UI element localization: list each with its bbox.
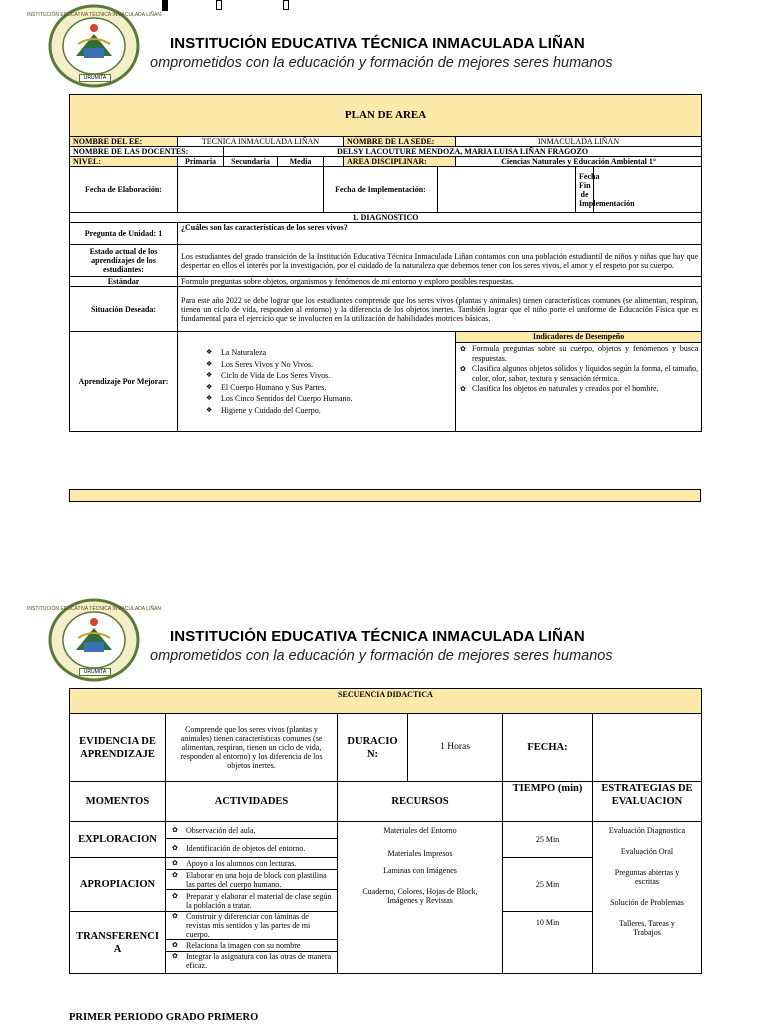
fecha-implementacion-label: Fecha de Implementación:: [324, 167, 438, 213]
plan-title: PLAN DE AREA: [70, 95, 702, 137]
estrategia-item: Talleres, Tareas y Trabajos: [619, 919, 675, 937]
recursos-cell: [338, 822, 503, 974]
estrategia-item: Evaluación Oral: [620, 847, 674, 856]
logo-ring-text: INSTITUCIÓN EDUCATIVA TÉCNICA INMACULADA LIÑAN: [27, 12, 161, 18]
estrategias-cell: [593, 822, 702, 974]
estrategias-header: ESTRATEGIAS DE EVALUACION: [593, 782, 702, 822]
top-glyphs: [0, 0, 300, 12]
momento-apropiacion: APROPIACION: [70, 858, 166, 912]
fecha-fin-label: Fecha Fin de Implementación: [576, 167, 594, 213]
institution-motto: omprometidos con la educación y formación de mejores seres humanos: [150, 55, 613, 71]
school-logo: [27, 598, 161, 682]
duracion-value: 1 Horas: [408, 714, 503, 782]
actividad-item: ✿ Preparar y elaborar el material de clase según la población a tratar.: [166, 890, 338, 912]
list-item: ❖ Higiene y Cuidado del Cuerpo.: [221, 405, 452, 417]
plan-de-area-table: [69, 94, 702, 432]
institution-motto: omprometidos con la educación y formación de mejores seres humanos: [150, 648, 613, 664]
nombre-ee-label: NOMBRE DEL EE:: [70, 137, 178, 147]
area-value: Ciencias Naturales y Educación Ambiental 1°: [456, 157, 702, 167]
actividad-item: ✿ Identificación de objetos del entorno.: [166, 839, 338, 858]
secuencia-didactica-table: [69, 688, 702, 974]
logo-bottom-label: URUMITA: [79, 668, 111, 676]
recurso-item: Materiales del Entorno: [383, 826, 457, 835]
institution-title: INSTITUCIÓN EDUCATIVA TÉCNICA INMACULADA LIÑAN: [170, 628, 585, 645]
yellow-bar: [69, 489, 701, 502]
estrategia-item: Evaluación Diagnostica: [608, 826, 686, 835]
temas-cell: [178, 332, 456, 432]
nivel-secundaria: Secundaria: [224, 157, 278, 167]
nombre-ee-value: TECNICA INMACULADA LIÑAN: [178, 137, 344, 147]
list-item: ❖ Los Seres Vivos y No Vivos.: [221, 359, 452, 371]
pregunta-label: Pregunta de Unidad: 1: [70, 223, 178, 245]
list-item: ❖ La Naturaleza: [221, 347, 452, 359]
glyph-box: [216, 0, 222, 10]
actividad-item: ✿ Apoyo a los alumnos con lecturas.: [166, 858, 338, 870]
indicadores-title: Indicadores de Desempeño: [456, 332, 701, 343]
estado-value: Los estudiantes del grado transición de la Institución Educativa Técnica Inmaculada Liñan contamos con una población estudiantil de niños y niñas que hay que despertar en ellos el interés por la investigación, por el cuidado de la naturaleza que debemos tener con los seres vivos, el amor y el respeto por su cuerpo.: [178, 245, 702, 277]
temas-list: [181, 347, 452, 416]
footer-periodo: PRIMER PERIODO GRADO PRIMERO: [69, 1012, 259, 1023]
tiempo-exploracion: 25 Min: [503, 822, 593, 858]
logo-bottom-label: URUMITA: [79, 74, 111, 82]
secuencia-title: SECUENCIA DIDACTICA: [70, 689, 702, 714]
fecha-value: [593, 714, 702, 782]
nivel-label: NIVEL:: [70, 157, 178, 167]
momentos-header: MOMENTOS: [70, 782, 166, 822]
aprendizaje-label: Aprendizaje Por Mejorar:: [70, 332, 178, 432]
actividades-header: ACTIVIDADES: [166, 782, 338, 822]
logo-ring-text: INSTITUCIÓN EDUCATIVA TÉCNICA INMACULADA LIÑAN: [27, 606, 161, 612]
momento-exploracion: EXPLORACION: [70, 822, 166, 858]
nombre-sede-label: NOMBRE DE LA SEDE:: [344, 137, 456, 147]
school-logo: [27, 4, 161, 88]
tiempo-apropiacion: 25 Min: [503, 858, 593, 912]
glyph-mark: [162, 0, 168, 11]
area-label: AREA DISCIPLINAR:: [344, 157, 456, 167]
docentes-value: DELSY LACOUTURE MENDOZA, MARIA LUISA LIÑAN FRAGOZO: [224, 147, 702, 157]
nivel-primaria: Primaria: [178, 157, 224, 167]
recurso-item: Materiales Impresos: [387, 849, 453, 858]
list-item: ✿ Formula preguntas sobre su cuerpo, objetos y fenómenos y busca respuestas.: [472, 344, 698, 364]
fecha-implementacion-value: [438, 167, 576, 213]
estrategia-item: Preguntas abiertas y escritas: [614, 868, 680, 886]
fecha-elaboracion-label: Fecha de Elaboración:: [70, 167, 178, 213]
docentes-label: NOMBRE DE LAS DOCENTES:: [70, 147, 224, 157]
actividad-item: ✿ Elaborar en una hoja de block con plastilina las partes del cuerpo humano.: [166, 870, 338, 890]
institution-title: INSTITUCIÓN EDUCATIVA TÉCNICA INMACULADA LIÑAN: [170, 35, 585, 52]
glyph-box: [283, 0, 289, 10]
fecha-label: FECHA:: [503, 714, 593, 782]
nombre-sede-value: INMACULADA LIÑAN: [456, 137, 702, 147]
nivel-blank: [324, 157, 344, 167]
diagnostico-heading: 1. DIAGNOSTICO: [70, 213, 702, 223]
actividad-item: ✿ Integrar la asignatura con las otras de manera eficaz.: [166, 952, 338, 974]
list-item: ❖ El Cuerpo Humano y Sus Partes.: [221, 382, 452, 394]
situacion-value: Para este año 2022 se debe lograr que los estudiantes comprende que los seres vivos (plantas y animales) tienen características comunes (se alimentan, respiran, tienen un ciclo de vida, responden al entorno) y la diferencia de los objetos inertes. También lograr que el niño porte el uniforme de Educación Física que es fundamental para el ejercicio que se involucren en la utilización de habilidades motrices básicas.: [178, 287, 702, 332]
list-item: ✿ Clasifica algunos objetos sólidos y líquidos según la forma, el tamaño, color, olor, sabor, textura y sensación térmica.: [472, 364, 698, 384]
list-item: ✿ Clasifica los objetos en naturales y creados por el hombre.: [472, 384, 698, 394]
estrategia-item: Solución de Problemas: [610, 898, 684, 907]
actividad-item: ✿ Relaciona la imagen con su nombre: [166, 940, 338, 952]
tiempo-transferencia: 10 Min: [503, 912, 593, 974]
nivel-media: Media: [278, 157, 324, 167]
pregunta-value: ¿Cuáles son las características de los seres vivos?: [178, 223, 702, 245]
evidencia-label: EVIDENCIA DE APRENDIZAJE: [70, 714, 166, 782]
actividad-item: ✿ Construir y diferenciar con láminas de revistas mis sentidos y las partes de mi cuerpo.: [166, 912, 338, 940]
recurso-item: Cuaderno, Colores, Hojas de Block, Imágenes y Revistas: [362, 887, 478, 905]
estado-label: Estado actual de los aprendizajes de los estudiantes:: [70, 245, 178, 277]
list-item: ❖ Ciclo de Vida de Los Seres Vivos.: [221, 370, 452, 382]
momento-transferencia: TRANSFERENCI A: [70, 912, 166, 974]
duracion-label: DURACIO N:: [338, 714, 408, 782]
indicadores-cell: [456, 332, 702, 432]
evidencia-value: Comprende que los seres vivos (plantas y animales) tienen características comunes (se alimentan, respiran, tienen un ciclo de vida, responden al entorno) y los diferencia de los objetos inertes.: [166, 714, 338, 782]
recurso-item: Laminas con Imágenes: [383, 866, 457, 875]
situacion-label: Situación Deseada:: [70, 287, 178, 332]
recursos-header: RECURSOS: [338, 782, 503, 822]
list-item: ❖ Los Cinco Sentidos del Cuerpo Humano.: [221, 393, 452, 405]
fecha-elaboracion-value: [178, 167, 324, 213]
actividad-item: ✿ Observación del aula.: [166, 822, 338, 839]
tiempo-header: TIEMPO (min): [503, 782, 593, 822]
indicadores-list: [456, 344, 701, 394]
estandar-label: Estándar: [70, 277, 178, 287]
estandar-value: Formulo preguntas sobre objetos, organismos y fenómenos de mi entorno y exploro posibles respuestas.: [178, 277, 702, 287]
